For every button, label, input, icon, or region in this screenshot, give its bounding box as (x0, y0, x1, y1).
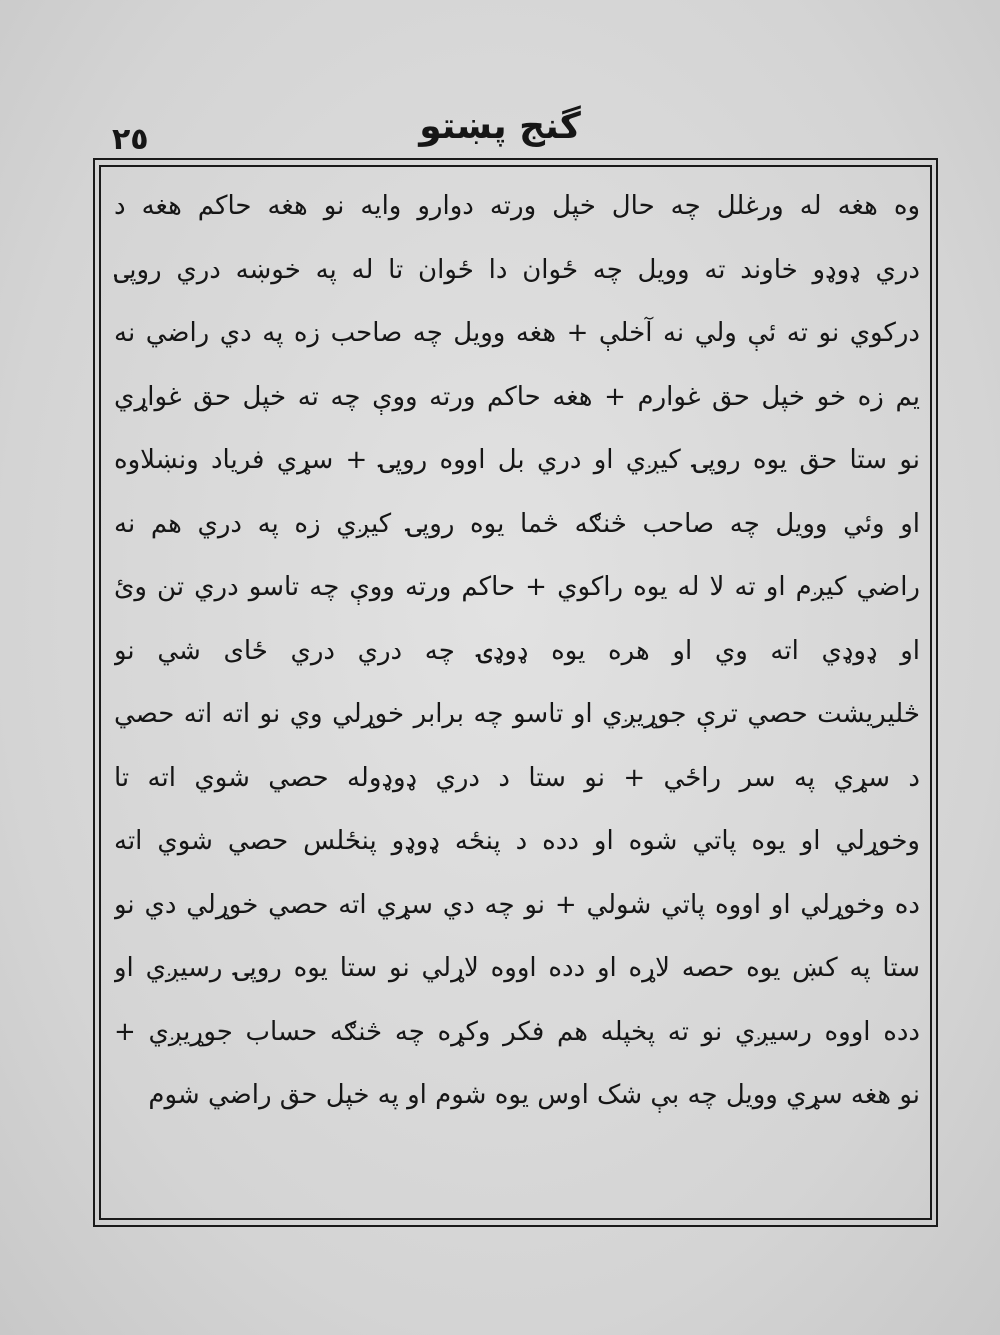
text-line-9: څلیریشت حصي ترې جوړیږي او تاسو چه برابر خوړلي وي نو اته اته حصي (114, 699, 920, 729)
text-line-6: او وئي وویل چه صاحب څنګه څما یوه روپۍ کیږي زه په دري هم نه (114, 508, 920, 539)
text-line-13: ستا په کښ یوه حصه لاړه او دده اووه لاړلي نو ستا یوه روپۍ رسیږي او (114, 953, 920, 983)
text-line-1: وه هغه له ورغلل چه حال خپل ورته دوارو وایه نو هغه حاکم هغه د (114, 191, 920, 221)
running-head: گنج پښتو (419, 106, 581, 147)
text-line-3: درکوي نو ته ئې ولي نه آخلې + هغه وویل چه صاحب زه په دي راضي نه (114, 318, 920, 348)
text-line-14: دده اووه رسیږي نو ته پخپله هم فکر وکړه چه څنګه حساب جوړیږي + (114, 1016, 920, 1047)
text-line-12: ده وخوړلي او اووه پاتي شولي + نو چه دي سړي اته حصي خوړلي دي نو (114, 889, 920, 920)
text-line-8: او ډوډي اته وي او هره یوه ډوډۍ چه دري دري ځای شي نو (114, 635, 920, 666)
text-line-11: وخوړلي او یوه پاتي شوه او دده د پنځه ډوډو پنځلس حصي شوي اته (114, 826, 920, 856)
text-line-7: راضي کیږم او ته لا له یوه راکوي + حاکم ورته ووې چه تاسو دري تن وئ (114, 572, 920, 602)
page-number: ٢٥ (112, 122, 149, 157)
text-line-10: د سړي په سر راځي + نو ستا د دري ډوډوله حصي شوي اته تا (114, 762, 920, 793)
text-line-4: یم زه خو خپل حق غوارم + هغه حاکم ورته ووې چه ته خپل حق غواړي (114, 381, 920, 412)
text-line-2: دري ډوډو خاوند ته وویل چه ځوان دا ځوان تا له په خوښه دري روپۍ (114, 254, 920, 285)
text-line-15: نو هغه سړي وویل چه بې شک اوس یوه شوم او په خپل حق راضي شوم (148, 1080, 920, 1110)
text-line-5: نو ستا حق یوه روپۍ کیږي او دري بل اووه روپۍ + سړي فریاد ونښلاوه (114, 445, 920, 475)
text-block (114, 175, 920, 1205)
